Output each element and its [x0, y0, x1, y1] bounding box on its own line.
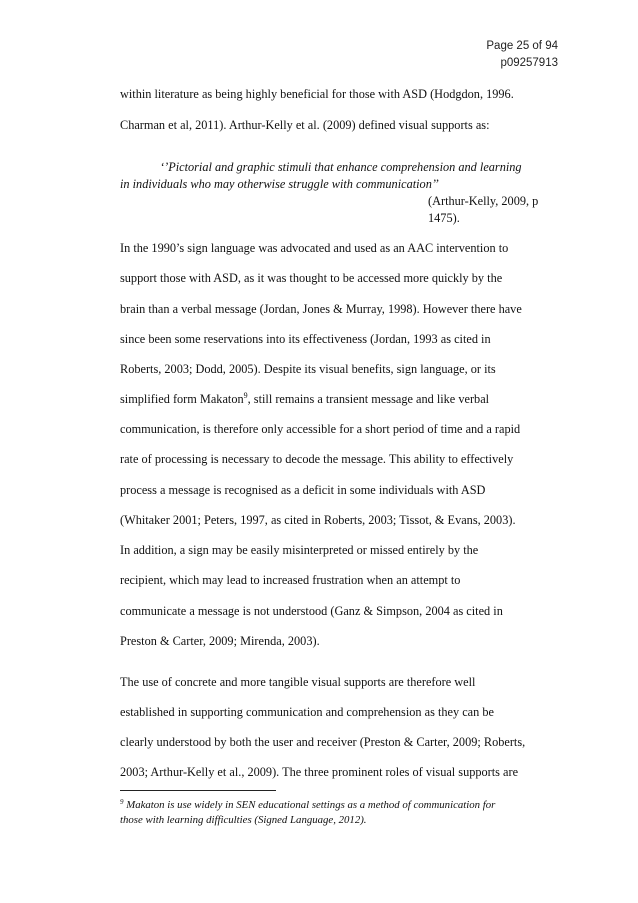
quote-citation: 1475). [428, 211, 460, 225]
body-line: recipient, which may lead to increased frustration when an attempt to [120, 573, 461, 587]
body-line: Roberts, 2003; Dodd, 2005). Despite its visual benefits, sign language, or its [120, 362, 496, 376]
body-line: established in supporting communication and comprehension as they can be [120, 705, 494, 719]
body-line [120, 391, 489, 407]
footnote-line [120, 798, 495, 812]
body-line: process a message is recognised as a deficit in some individuals with ASD [120, 483, 486, 497]
body-line: support those with ASD, as it was thought to be accessed more quickly by the [120, 271, 503, 285]
footnote-text: Makaton is use widely in SEN educational settings as a method of communication for [123, 799, 496, 811]
body-line: In the 1990’s sign language was advocated and used as an AAC intervention to [120, 241, 509, 255]
body-line: communicate a message is not understood (Ganz & Simpson, 2004 as cited in [120, 604, 503, 618]
body-text: , still remains a transient message and like verbal [247, 392, 490, 406]
footnote-separator [120, 790, 276, 791]
body-line: In addition, a sign may be easily misinterpreted or missed entirely by the [120, 543, 479, 557]
body-text: simplified form Makaton [120, 392, 244, 406]
body-line: The use of concrete and more tangible visual supports are therefore well [120, 675, 476, 689]
body-line: 2003; Arthur-Kelly et al., 2009). The three prominent roles of visual supports are [120, 765, 519, 779]
body-line: brain than a verbal message (Jordan, Jones & Murray, 1998). However there have [120, 302, 522, 316]
footnote-number: 9 [120, 798, 124, 806]
body-line: since been some reservations into its effectiveness (Jordan, 1993 as cited in [120, 332, 491, 346]
quote-line: in individuals who may otherwise struggle with communication’’ [120, 177, 439, 191]
footnote-reference[interactable]: 9 [243, 391, 248, 400]
body-line: (Whitaker 2001; Peters, 1997, as cited in Roberts, 2003; Tissot, & Evans, 2003). [120, 513, 516, 527]
body-line: within literature as being highly beneficial for those with ASD (Hodgdon, 1996. [120, 87, 514, 101]
student-id: p09257913 [500, 57, 558, 69]
page-header [486, 38, 558, 72]
body-line: rate of processing is necessary to decode the message. This ability to effectively [120, 452, 514, 466]
page-number: Page 25 of 94 [486, 40, 558, 52]
footnote-line: those with learning difficulties (Signed Language, 2012). [120, 814, 367, 826]
body-line: Preston & Carter, 2009; Mirenda, 2003). [120, 634, 320, 648]
quote-line: ‘’Pictorial and graphic stimuli that enhance comprehension and learning [160, 160, 522, 174]
quote-citation: (Arthur-Kelly, 2009, p [428, 194, 539, 208]
body-line: communication, is therefore only accessible for a short period of time and a rapid [120, 422, 521, 436]
body-line: clearly understood by both the user and receiver (Preston & Carter, 2009; Roberts, [120, 735, 526, 749]
body-line: Charman et al, 2011). Arthur-Kelly et al. (2009) defined visual supports as: [120, 118, 490, 132]
